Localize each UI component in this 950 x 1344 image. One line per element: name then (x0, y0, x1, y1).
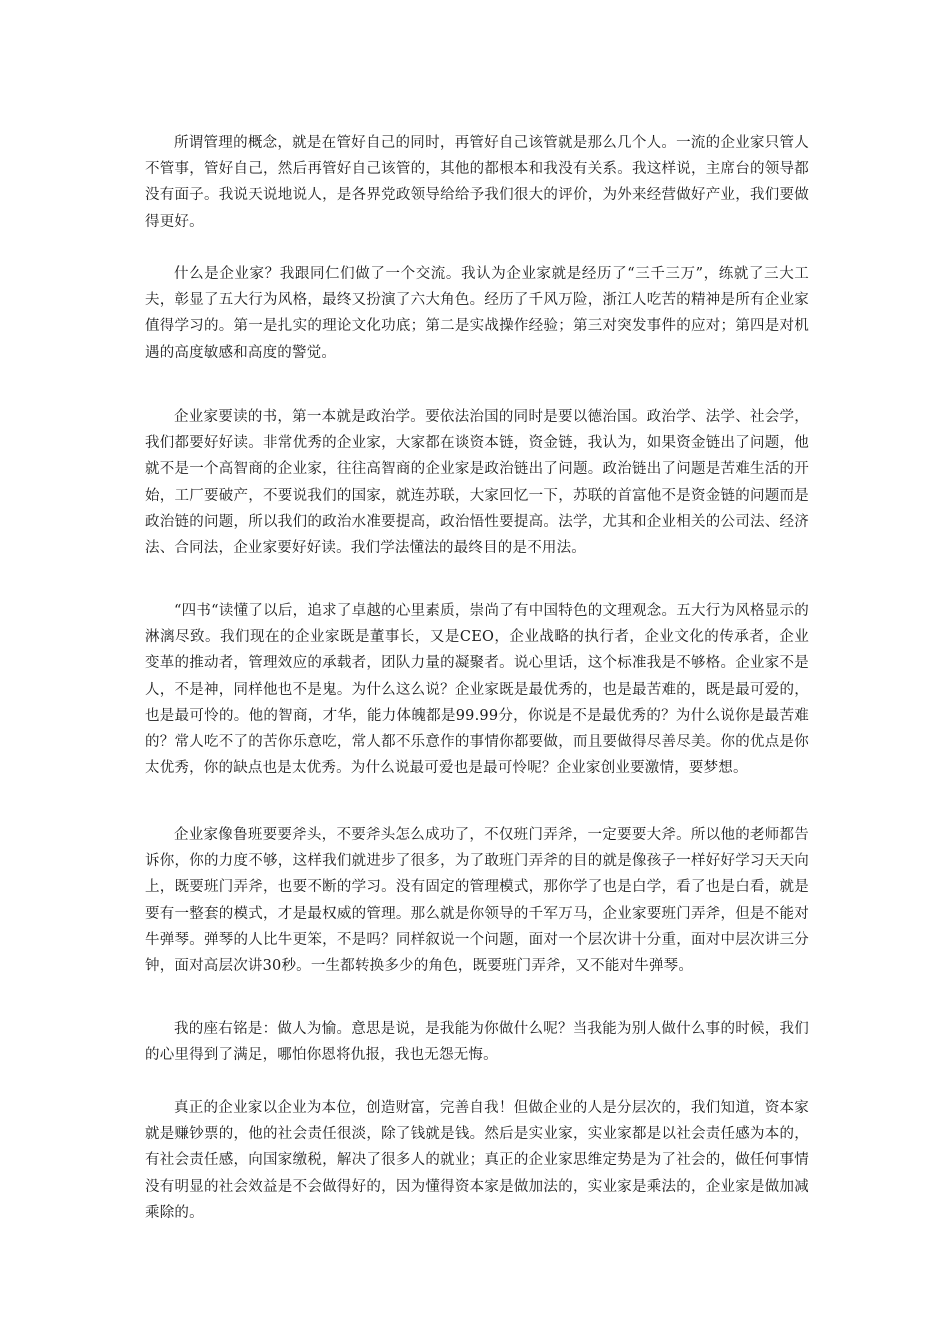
paragraph-luban-axe: 企业家像鲁班要要斧头，不要斧头怎么成功了，不仅班门弄斧，一定要要大斧。所以他的老师都告诉你，你的力度不够，这样我们就进步了很多，为了敢班门弄斧的目的就是像孩子一样好好学习天天向上，既要班门弄斧，也要不断的学习。没有固定的管理模式，那你学了也是白学，看了也是白看，就是要有一整套的模式，才是最权威的管理。那么就是你领导的千军万马，企业家要班门弄斧，但是不能对牛弹琴。弹琴的人比牛更笨，不是吗？同样叙说一个问题，面对一个层次讲十分重，面对中层次讲三分钟，面对高层次讲30秒。一生都转换多少的角色，既要班门弄斧，又不能对牛弹琴。 (145, 827, 809, 975)
paragraph-management: 所谓管理的概念，就是在管好自己的同时，再管好自己该管就是那么几个人。一流的企业家只管人不管事，管好自己，然后再管好自己该管的，其他的都根本和我没有关系。我这样说，主席台的领导都没有面子。我说天说地说人，是各界党政领导给给予我们很大的评价，为外来经营做好产业，我们要做得更好。 (145, 135, 809, 230)
paragraph-true-entrepreneur: 真正的企业家以企业为本位，创造财富，完善自我！但做企业的人是分层次的，我们知道，资本家就是赚钞票的，他的社会责任很淡，除了钱就是钱。然后是实业家，实业家都是以社会责任感为本的，有社会责任感，向国家缴税，解决了很多人的就业；真正的企业家思维定势是为了社会的，做任何事情没有明显的社会效益是不会做得好的，因为懂得资本家是做加法的，实业家是乘法的，企业家是做加减乘除的。 (145, 1100, 809, 1221)
paragraph-motto: 我的座右铭是：做人为愉。意思是说，是我能为你做什么呢？当我能为别人做什么事的时候，我们的心里得到了满足，哪怕你恩将仇报，我也无怨无悔。 (145, 1021, 809, 1064)
paragraph-books-to-read: 企业家要读的书，第一本就是政治学。要依法治国的同时是要以德治国。政治学、法学、社会学，我们都要好好读。非常优秀的企业家，大家都在谈资本链，资金链，我认为，如果资金链出了问题，他就不是一个高智商的企业家，往往高智商的企业家是政治链出了问题。政治链出了问题是苦难生活的开始，工厂要破产，不要说我们的国家，就连苏联，大家回忆一下，苏联的首富他不是资金链的问题而是政治链的问题，所以我们的政治水准要提高，政治悟性要提高。法学，尤其和企业相关的公司法、经济法、合同法，企业家要好好读。我们学法懂法的最终目的是不用法。 (145, 409, 809, 557)
paragraph-what-is-entrepreneur: 什么是企业家？我跟同仁们做了一个交流。我认为企业家就是经历了“三千三万”，练就了三大工夫，彰显了五大行为风格，最终又扮演了六大角色。经历了千风万险，浙江人吃苦的精神是所有企业家值得学习的。第一是扎实的理论文化功底；第二是实战操作经验；第三对突发事件的应对；第四是对机遇的高度敏感和高度的警觉。 (145, 266, 809, 361)
paragraph-four-books: “四书“读懂了以后，追求了卓越的心里素质，崇尚了有中国特色的文理观念。五大行为风格显示的淋漓尽致。我们现在的企业家既是董事长，又是CEO，企业战略的执行者，企业文化的传承者，企业变革的推动者，管理效应的承载者，团队力量的凝聚者。说心里话，这个标准我是不够格。企业家不是人，不是神，同样他也不是鬼。为什么这么说？企业家既是最优秀的，也是最苦难的，既是最可爱的，也是最可怜的。他的智商，才华，能力体魄都是99.99分，你说是不是最优秀的？为什么说你是最苦难的？常人吃不了的苦你乐意吃，常人都不乐意作的事情你都要做，而且要做得尽善尽美。你的优点是你太优秀，你的缺点也是太优秀。为什么说最可爱也是最可怜呢？企业家创业要激情，要梦想。 (145, 603, 809, 777)
